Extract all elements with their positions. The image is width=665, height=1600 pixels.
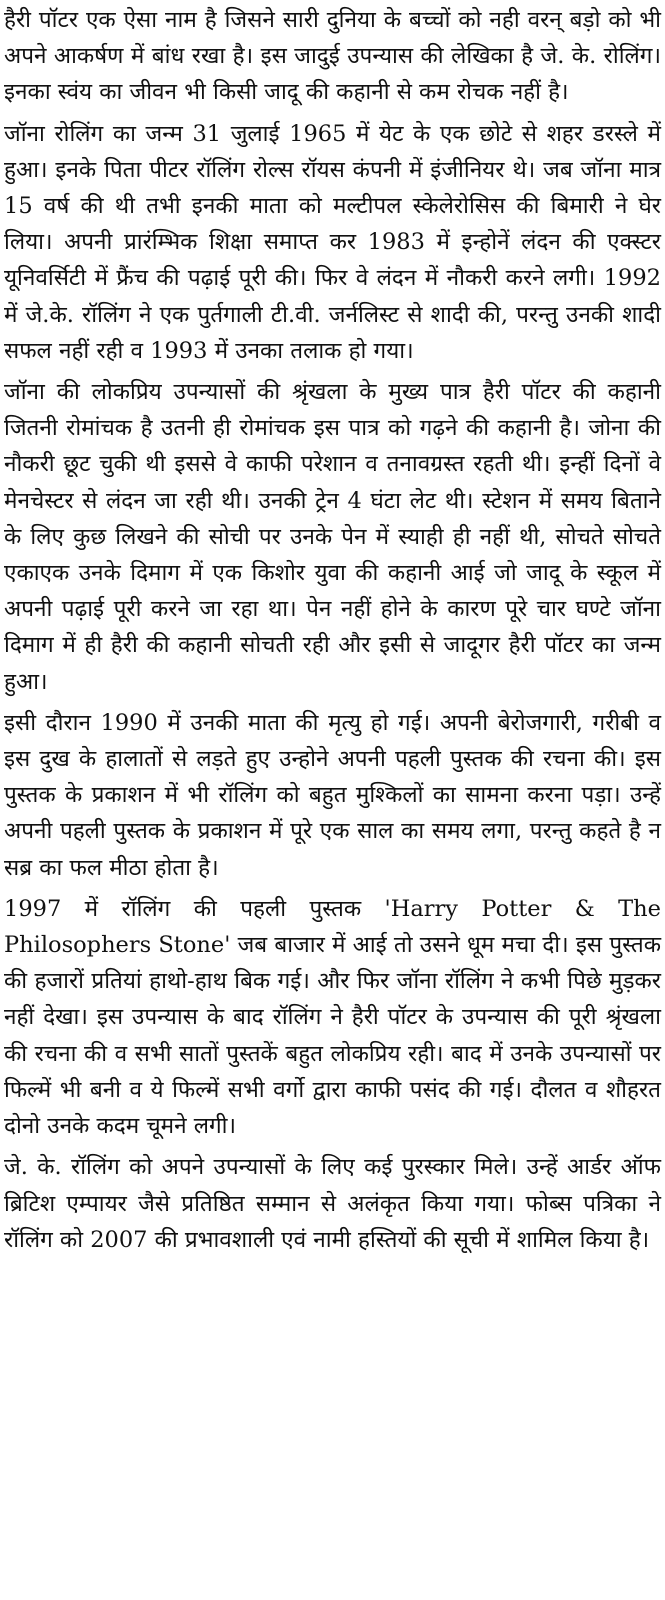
paragraph-early-life: जॉना रोलिंग का जन्म 31 जुलाई 1965 में येट के एक छोटे से शहर डरस्ले में हुआ। इनके पिता पीटर रॉलिंग रोल्स रॉयस कंपनी में इंजीनियर थे। जब जॉना मात्र 15 वर्ष की थी तभी इनकी माता को मल्टीपल स्केलेरोसिस की बिमारी ने घेर लिया। अपनी प्रारंम्भिक शिक्षा समाप्त कर 1983 में इन्होनें लंदन की एक्स्टर यूनिवर्सिटी में फ्रैंच की पढ़ाई पूरी की। फिर वे लंदन में नौकरी करने लगी। 1992 में जे.के. रॉलिंग ने एक पुर्तगाली टी.वी. जर्नलिस्ट से शादी की, परन्तु उनकी शादी सफल नहीं रही व 1993 में उनका तलाक हो गया।	[4, 120, 661, 364]
paragraph-harry-potter-origin: जॉना की लोकप्रिय उपन्यासों की श्रृंखला के मुख्य पात्र हैरी पॉटर की कहानी जितनी रोमांचक है उतनी ही रोमांचक इस पात्र को गढ़ने की कहानी है। जोना की नौकरी छूट चुकी थी इससे वे काफी परेशान व तनावग्रस्त रहती थी। इन्हीं दिनों वे मेनचेस्टर से लंदन जा रही थी। उनकी ट्रेन 4 घंटा लेट थी। स्टेशन में समय बिताने के लिए कुछ लिखने की सोची पर उनके पेन में स्याही ही नहीं थी, सोचते सोचते एकाएक उनके दिमाग में एक किशोर युवा की कहानी आई जो जादू के स्कूल में अपनी पढ़ाई पूरी करने जा रहा था। पेन नहीं होने के कारण पूरे चार घण्टे जॉना दिमाग में ही हैरी की कहानी सोचती रही और इसी से जादूगर हैरी पॉटर का जन्म हुआ।	[4, 379, 661, 695]
paragraph-success: 1997 में रॉलिंग की पहली पुस्तक 'Harry Potter & The Philosophers Stone' जब बाजार में आई तो उसने धूम मचा दी। इस पुस्तक की हजारों प्रतियां हाथो-हाथ बिक गई। और फिर जॉना रॉलिंग ने कभी पिछे मुड़कर नहीं देखा। इस उपन्यास के बाद रॉलिंग ने हैरी पॉटर के उपन्यास की पूरी श्रृंखला की रचना की व सभी सातों पुस्तकें बहुत लोकप्रिय रही। बाद में उनके उपन्यासों पर फिल्में भी बनी व ये फिल्में सभी वर्गो द्वारा काफी पसंद की गई। दौलत व शौहरत दोनो उनके कदम चूमने लगी।	[4, 895, 661, 1140]
paragraph-first-book: इसी दौरान 1990 में उनकी माता की मृत्यु हो गई। अपनी बेरोजगारी, गरीबी व इस दुख के हालातों से लड़ते हुए उन्होने अपनी पहली पुस्तक की रचना की। इस पुस्तक के प्रकाशन में भी रॉलिंग को बहुत मुश्किलों का सामना करना पड़ा। उन्हें अपनी पहली पुस्तक के प्रकाशन में पूरे एक साल का समय लगा, परन्तु कहते है न सब्र का फल मीठा होता है।	[4, 709, 661, 881]
paragraph-awards: जे. के. रॉलिंग को अपने उपन्यासों के लिए कई पुरस्कार मिले। उन्हें आर्डर ऑफ ब्रिटिश एम्पायर जैसे प्रतिष्ठित सम्मान से अलंकृत किया गया। फोब्स पत्रिका ने रॉलिंग को 2007 की प्रभावशाली एवं नामी हस्तियों की सूची में शामिल किया है।	[4, 1154, 661, 1253]
paragraph-intro: हैरी पॉटर एक ऐसा नाम है जिसने सारी दुनिया के बच्चों को नही वरन् बड़ो को भी अपने आकर्षण में बांध रखा है। इस जादुई उपन्यास की लेखिका है जे. के. रोलिंग। इनका स्वंय का जीवन भी किसी जादू की कहानी से कम रोचक नहीं है।	[4, 7, 661, 106]
